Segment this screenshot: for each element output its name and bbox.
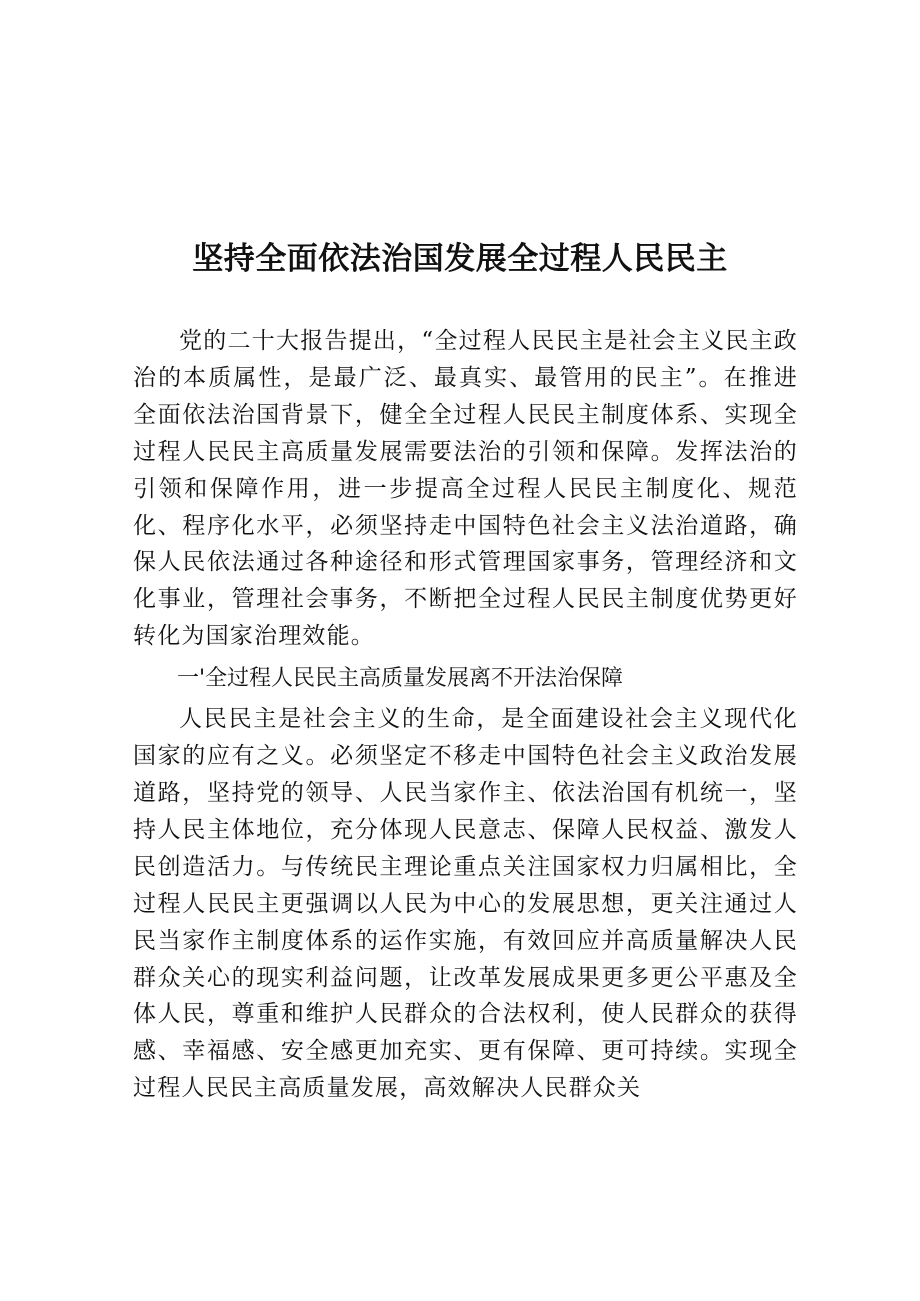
document-title: 坚持全面依法治国发展全过程人民民主 [192, 240, 728, 277]
document-body [133, 323, 798, 1107]
paragraph-intro: 党的二十大报告提出，“全过程人民民主是社会主义民主政治的本质属性，是最广泛、最真实、最管用的民主”。在推进全面依法治国背景下，健全全过程人民民主制度体系、实现全过程人民民主高质量发展需要法治的引领和保障。发挥法治的引领和保障作用，进一步提高全过程人民民主制度化、规范化、程序化水平，必须坚持走中国特色社会主义法治道路，确保人民依法通过各种途径和形式管理国家事务，管理经济和文化事业，管理社会事务，不断把全过程人民民主制度优势更好转化为国家治理效能。 [133, 328, 798, 650]
section-heading: 一'全过程人民民主高质量发展离不开法治保障 [177, 666, 624, 692]
paragraph-section-1: 人民民主是社会主义的生命，是全面建设社会主义现代化国家的应有之义。必须坚定不移走中国特色社会主义政治发展道路，坚持党的领导、人民当家作主、依法治国有机统一，坚持人民主体地位，充分体现人民意志、保障人民权益、激发人民创造活力。与传统民主理论重点关注国家权力归属相比，全过程人民民主更强调以人民为中心的发展思想，更关注通过人民当家作主制度体系的运作实施，有效回应并高质量解决人民群众关心的现实利益问题，让改革发展成果更多更公平惠及全体人民，尊重和维护人民群众的合法权利，使人民群众的获得感、幸福感、安全感更加充实、更有保障、更可持续。实现全过程人民民主高质量发展，高效解决人民群众关 [133, 706, 798, 1102]
